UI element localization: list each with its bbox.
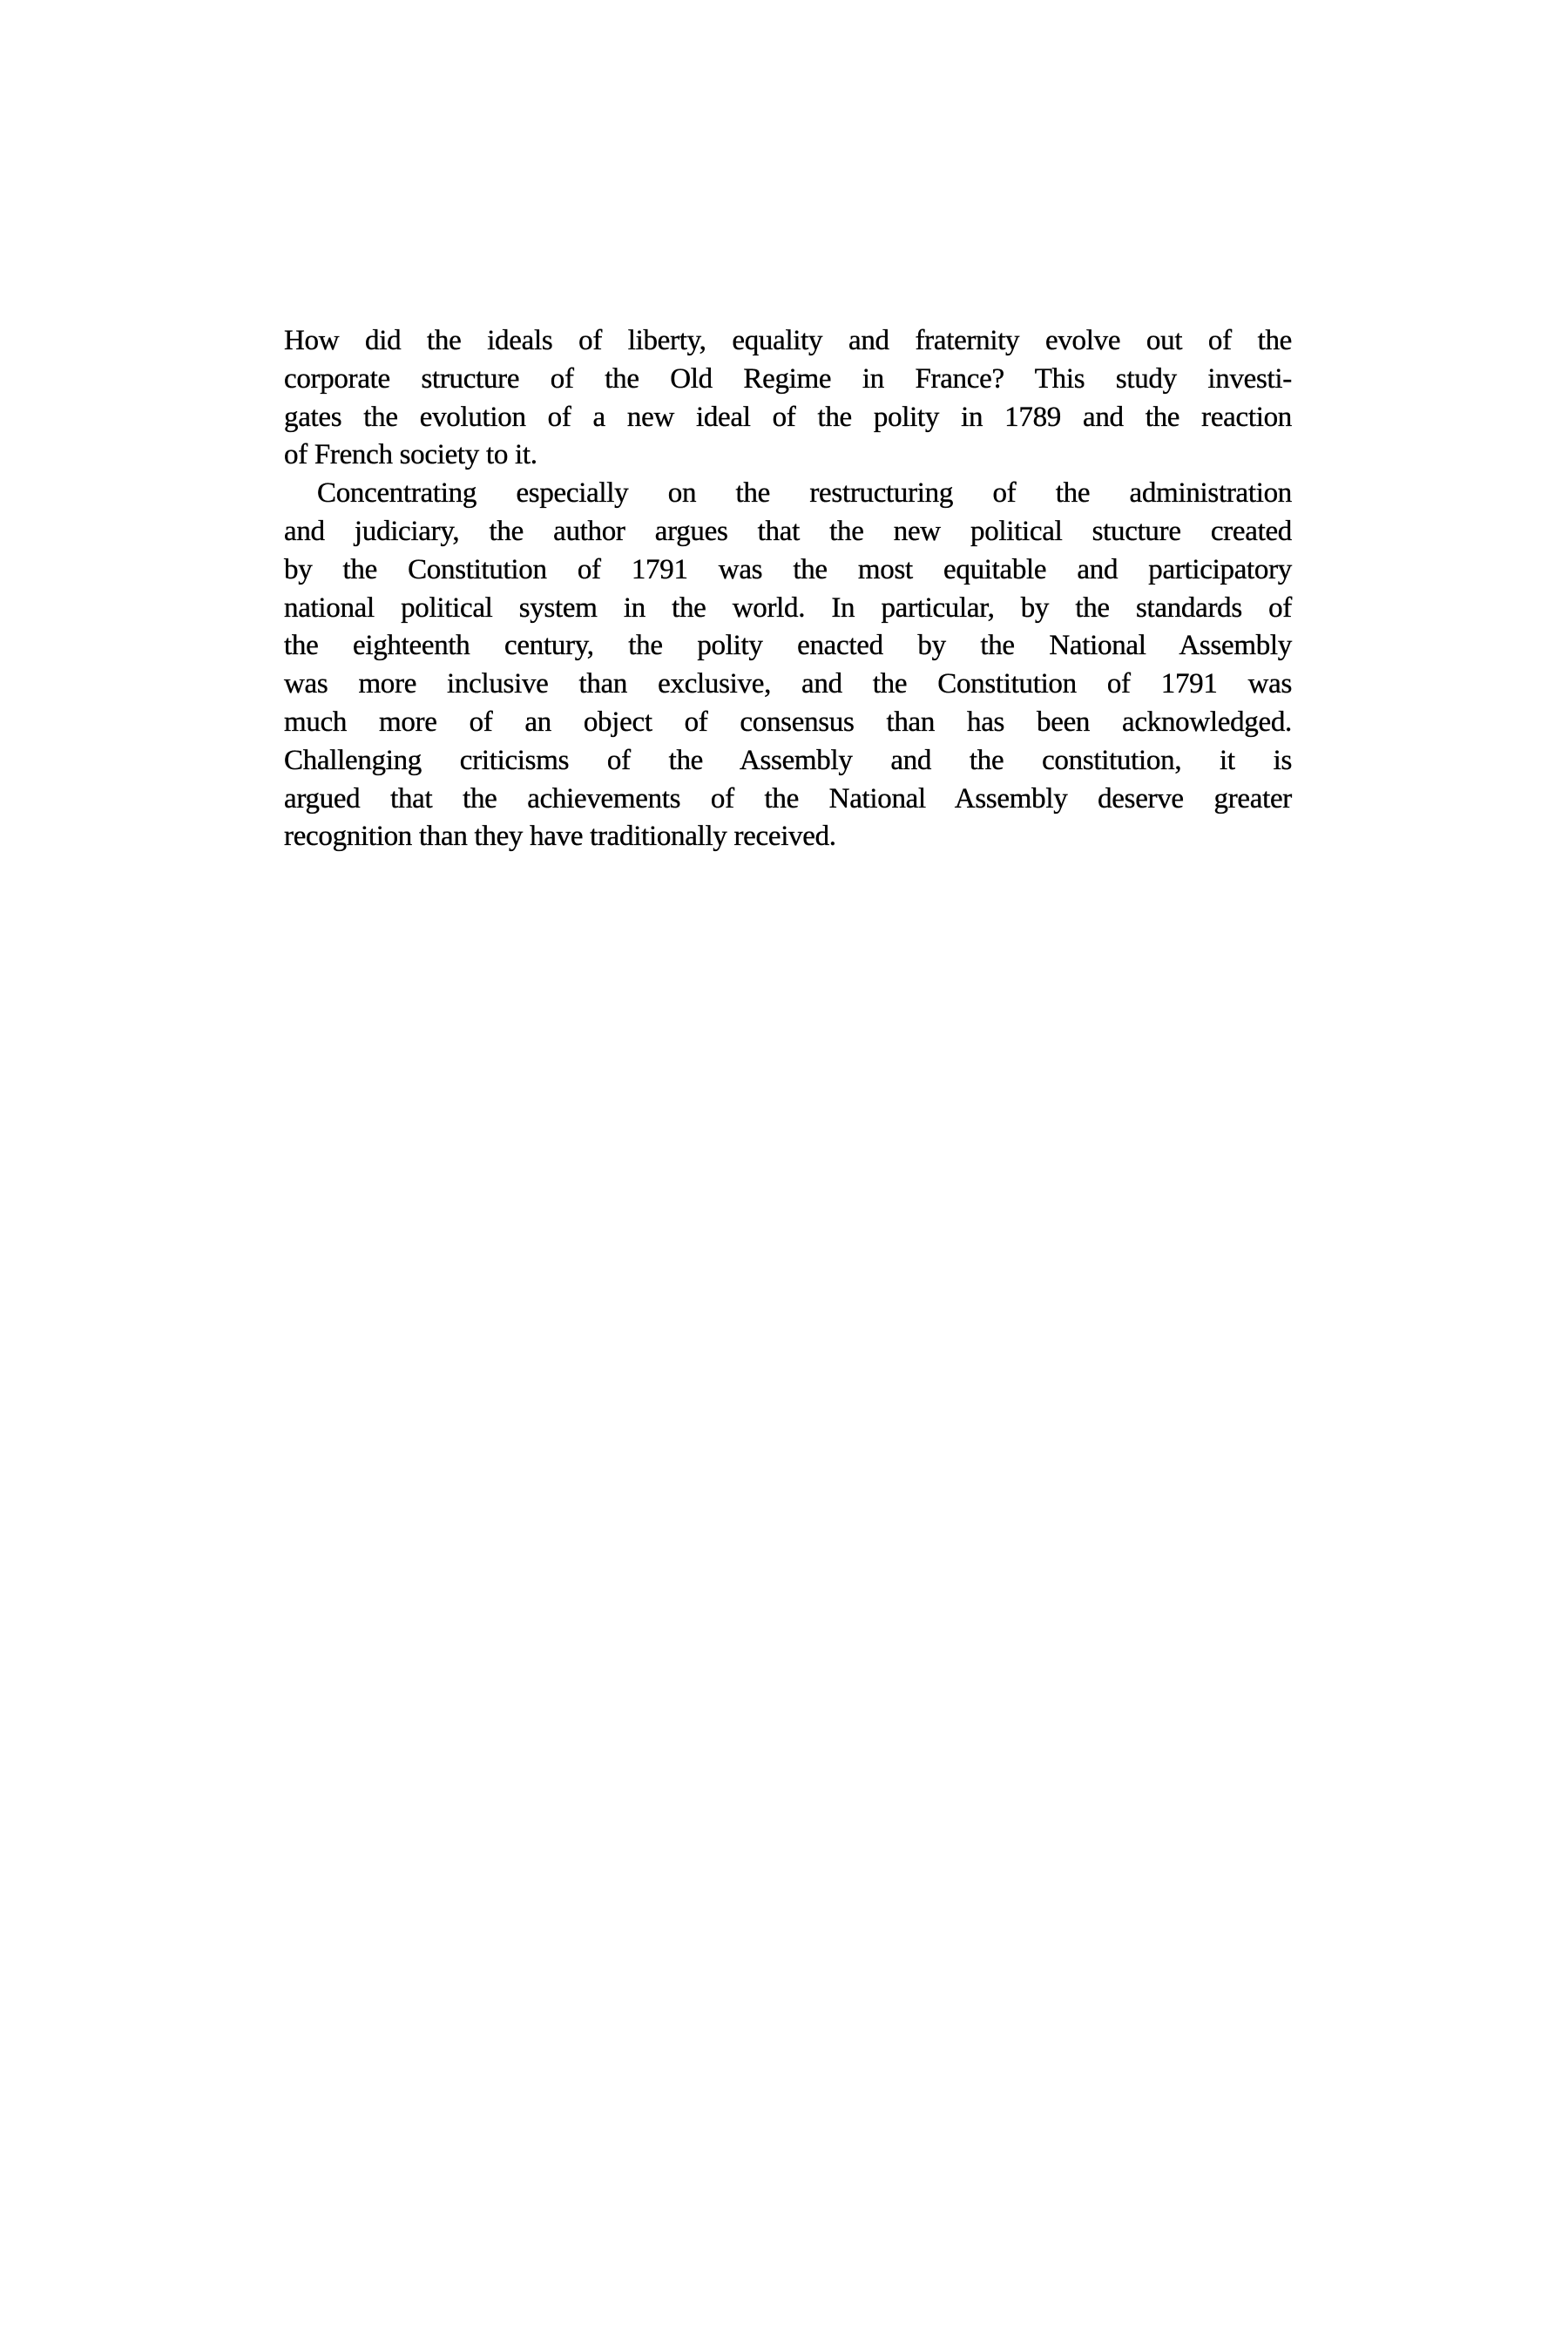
- paragraph-intro: [284, 322, 1292, 475]
- text-line: How did the ideals of liberty, equality and fraternity evolve out of the: [284, 325, 1292, 356]
- abstract-text-block: [284, 322, 1292, 856]
- text-line: by the Constitution of 1791 was the most equitable and participatory: [284, 553, 1292, 585]
- text-line: of French society to it.: [284, 439, 537, 471]
- text-line: gates the evolution of a new ideal of the polity in 1789 and the reaction: [284, 401, 1292, 433]
- text-line: much more of an object of consensus than has been acknowledged.: [284, 706, 1292, 738]
- paragraph-argument: [284, 475, 1292, 856]
- text-line: and judiciary, the author argues that the new political stucture created: [284, 515, 1292, 547]
- text-line: Concentrating especially on the restructuring of the administration: [317, 477, 1292, 510]
- text-line: the eighteenth century, the polity enacted by the National Assembly: [284, 630, 1292, 662]
- text-line: recognition than they have traditionally received.: [284, 821, 836, 853]
- text-line: argued that the achievements of the National Assembly deserve greater: [284, 782, 1292, 814]
- text-line: was more inclusive than exclusive, and the Constitution of 1791 was: [284, 668, 1292, 700]
- text-line: corporate structure of the Old Regime in France? This study investi-: [284, 362, 1292, 395]
- text-line: Challenging criticisms of the Assembly and the constitution, it is: [284, 744, 1292, 776]
- text-line: national political system in the world. In particular, by the standards of: [284, 591, 1292, 624]
